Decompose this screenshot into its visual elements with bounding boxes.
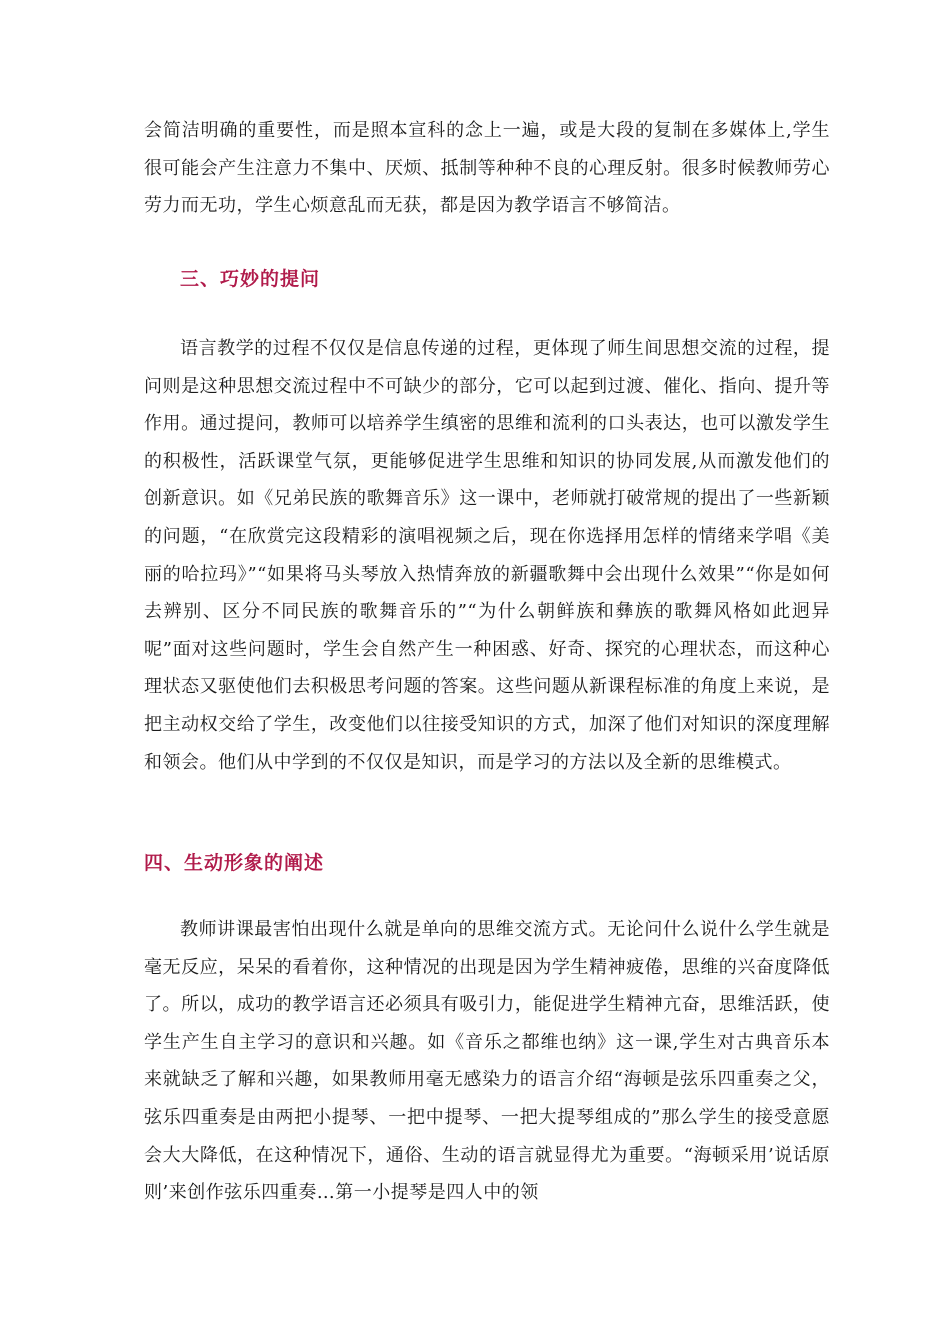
paragraph-continued: 会简洁明确的重要性，而是照本宣科的念上一遍，或是大段的复制在多媒体上,学生很可能会产生注意力不集中、厌烦、抵制等种种不良的心理反射。很多时候教师劳心劳力而无功，学生心烦意乱而无获，都是因为教学语言不够简洁。 (144, 120, 830, 217)
section-heading-4: 四、生动形象的阐述 (144, 852, 325, 874)
paragraph-vivid-description: 教师讲课最害怕出现什么就是单向的思维交流方式。无论问什么说什么学生就是毫无反应，呆呆的看着你，这种情况的出现是因为学生精神疲倦，思维的兴奋度降低了。所以，成功的教学语言还必须具有吸引力，能促进学生精神亢奋，思维活跃，使学生产生自主学习的意识和兴趣。如《音乐之都维也纳》这一课,学生对古典音乐本来就缺乏了解和兴趣，如果教师用毫无感染力的语言介绍“海顿是弦乐四重奏之父，弦乐四重奏是由两把小提琴、一把中提琴、一把大提琴组成的”那么学生的接受意愿会大大降低，在这种情况下，通俗、生动的语言就显得尤为重要。“海顿采用’说话原则’来创作弦乐四重奏…第一小提琴是四人中的领 (144, 919, 830, 1204)
section-heading-3: 三、巧妙的提问 (180, 268, 321, 290)
paragraph-questioning: 语言教学的过程不仅仅是信息传递的过程，更体现了师生间思想交流的过程，提问则是这种思想交流过程中不可缺少的部分，它可以起到过渡、催化、指向、提升等作用。通过提问，教师可以培养学生缜密的思维和流利的口头表达，也可以激发学生的积极性，活跃课堂气氛，更能够促进学生思维和知识的协同发展,从而激发他们的创新意识。如《兄弟民族的歌舞音乐》这一课中，老师就打破常规的提出了一些新颖的问题，“在欣赏完这段精彩的演唱视频之后，现在你选择用怎样的情绪来学唱《美丽的哈拉玛》”“如果将马头琴放入热情奔放的新疆歌舞中会出现什么效果”“你是如何去辨别、区分不同民族的歌舞音乐的”“为什么朝鲜族和彝族的歌舞风格如此迥异呢”面对这些问题时，学生会自然产生一种困惑、好奇、探究的心理状态，而这种心理状态又驱使他们去积极思考问题的答案。这些问题从新课程标准的角度上来说，是把主动权交给了学生，改变他们以往接受知识的方式，加深了他们对知识的深度理解和领会。他们从中学到的不仅仅是知识，而是学习的方法以及全新的思维模式。 (144, 338, 830, 773)
